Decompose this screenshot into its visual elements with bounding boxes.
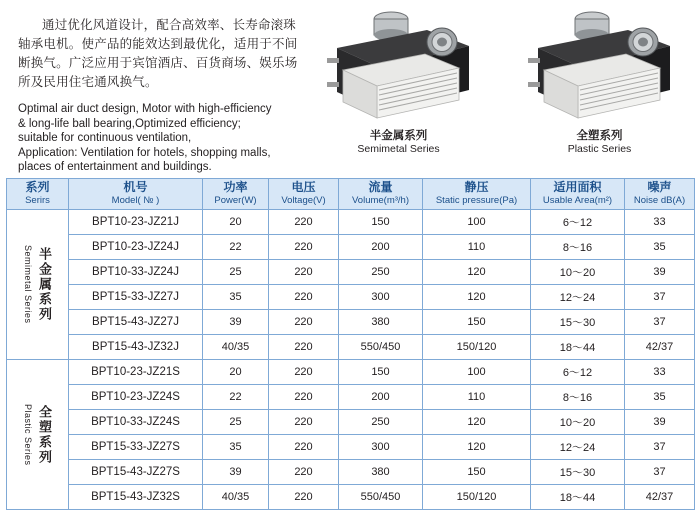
cell-power: 39 (203, 460, 269, 485)
cell-power: 25 (203, 260, 269, 285)
cell-pressure: 120 (423, 260, 531, 285)
description-english-line: places of entertainment and buildings. (18, 161, 212, 173)
description-english-line: Optimal air duct design, Motor with high-efficiency (18, 103, 272, 115)
cell-noise: 37 (625, 285, 695, 310)
header-series (7, 179, 69, 210)
cell-power: 35 (203, 435, 269, 460)
cell-area: 8～16 (531, 235, 625, 260)
cell-voltage: 220 (269, 485, 339, 510)
table-row (7, 310, 695, 335)
cell-pressure: 120 (423, 410, 531, 435)
description-english-line: & long-life ball bearing,Optimized efficiency; (18, 117, 241, 130)
cell-noise: 42/37 (625, 485, 695, 510)
header-voltage (269, 179, 339, 210)
semimetal-fan-svg (319, 8, 479, 128)
product-plastic (517, 8, 682, 178)
cell-pressure: 100 (423, 210, 531, 235)
top-section (0, 0, 700, 178)
header-volume-cn: 流量 (368, 180, 393, 194)
cell-area: 15～30 (531, 460, 625, 485)
header-noise-en: Noise dB(A) (633, 195, 686, 206)
header-volume (339, 179, 423, 210)
header-noise (625, 179, 695, 210)
cell-voltage: 220 (269, 335, 339, 360)
cell-volume: 300 (339, 285, 423, 310)
semimetal-caption (357, 130, 439, 156)
cell-model: BPT15-33-JZ27S (69, 435, 203, 460)
series-label-cn: 全塑系列 (37, 404, 52, 465)
cell-noise: 35 (625, 235, 695, 260)
cell-volume: 380 (339, 310, 423, 335)
cell-area: 6～12 (531, 210, 625, 235)
header-voltage-cn: 电压 (291, 180, 316, 194)
plastic-name-en: Plastic Series (567, 143, 632, 155)
cell-voltage: 220 (269, 260, 339, 285)
header-power (203, 179, 269, 210)
cell-pressure: 150 (423, 460, 531, 485)
cell-area: 18～44 (531, 335, 625, 360)
header-series-cn: 系列 (25, 180, 50, 194)
cell-power: 39 (203, 310, 269, 335)
plastic-caption (568, 130, 632, 156)
cell-area: 10～20 (531, 410, 625, 435)
cell-voltage: 220 (269, 360, 339, 385)
cell-volume: 150 (339, 360, 423, 385)
header-power-en: Power(W) (214, 195, 257, 206)
table-row (7, 285, 695, 310)
cell-volume: 250 (339, 410, 423, 435)
table-row (7, 485, 695, 510)
header-voltage-en: Voltage(V) (281, 195, 326, 206)
cell-model: BPT15-43-JZ32J (69, 335, 203, 360)
cell-volume: 550/450 (339, 485, 423, 510)
cell-voltage: 220 (269, 460, 339, 485)
table-row (7, 435, 695, 460)
cell-noise: 33 (625, 360, 695, 385)
spec-table-wrap (0, 178, 700, 510)
cell-pressure: 110 (423, 385, 531, 410)
description-english (18, 102, 306, 175)
header-pressure-cn: 静压 (464, 180, 489, 194)
semimetal-name-cn: 半金属系列 (369, 130, 428, 142)
cell-noise: 39 (625, 260, 695, 285)
cell-noise: 37 (625, 310, 695, 335)
cell-pressure: 120 (423, 435, 531, 460)
cell-pressure: 150/120 (423, 485, 531, 510)
product-images (306, 8, 694, 178)
header-volume-en: Volume(m³/h) (351, 195, 409, 206)
description-block (6, 8, 306, 178)
description-english-line: suitable for continuous ventilation, (18, 132, 192, 144)
cell-model: BPT15-33-JZ27J (69, 285, 203, 310)
cell-model: BPT10-33-JZ24S (69, 410, 203, 435)
table-row (7, 410, 695, 435)
cell-model: BPT15-43-JZ27J (69, 310, 203, 335)
cell-power: 20 (203, 360, 269, 385)
cell-noise: 37 (625, 460, 695, 485)
table-row (7, 210, 695, 235)
cell-model: BPT15-43-JZ32S (69, 485, 203, 510)
cell-power: 40/35 (203, 485, 269, 510)
cell-model: BPT10-23-JZ24S (69, 385, 203, 410)
cell-voltage: 220 (269, 210, 339, 235)
description-chinese: 通过优化风道设计，配合高效率、长寿命滚珠轴承电机。使产品的能效达到最优化，适用于不间断换气。广泛应用于宾馆酒店、百货商场、娱乐场所及民用住宅通风换气。 (18, 18, 298, 89)
header-pressure (423, 179, 531, 210)
cell-voltage: 220 (269, 235, 339, 260)
cell-voltage: 220 (269, 435, 339, 460)
header-model-en: Model( № ) (111, 195, 160, 206)
cell-voltage: 220 (269, 310, 339, 335)
series-label-cn: 半金属系列 (37, 247, 52, 322)
header-area (531, 179, 625, 210)
cell-model: BPT10-23-JZ24J (69, 235, 203, 260)
cell-model: BPT10-33-JZ24J (69, 260, 203, 285)
table-row (7, 335, 695, 360)
cell-volume: 200 (339, 385, 423, 410)
header-model-cn: 机号 (123, 180, 148, 194)
header-power-cn: 功率 (223, 180, 248, 194)
cell-area: 10～20 (531, 260, 625, 285)
product-semimetal (316, 8, 481, 178)
cell-area: 15～30 (531, 310, 625, 335)
cell-power: 22 (203, 385, 269, 410)
header-pressure-en: Static pressure(Pa) (435, 195, 518, 206)
series-cell-semimetal (7, 210, 69, 360)
cell-voltage: 220 (269, 285, 339, 310)
cell-model: BPT10-23-JZ21S (69, 360, 203, 385)
plastic-fan-svg (520, 8, 680, 128)
header-series-en: Serirs (25, 195, 50, 206)
cell-power: 35 (203, 285, 269, 310)
cell-area: 6～12 (531, 360, 625, 385)
cell-model: BPT10-23-JZ21J (69, 210, 203, 235)
table-row (7, 260, 695, 285)
semimetal-fan-illustration (319, 8, 479, 126)
cell-area: 12～24 (531, 435, 625, 460)
header-area-cn: 适用面积 (553, 180, 602, 194)
cell-volume: 300 (339, 435, 423, 460)
cell-volume: 200 (339, 235, 423, 260)
cell-area: 12～24 (531, 285, 625, 310)
cell-noise: 35 (625, 385, 695, 410)
table-row (7, 360, 695, 385)
plastic-name-cn: 全塑系列 (576, 130, 623, 142)
cell-power: 40/35 (203, 335, 269, 360)
cell-model: BPT15-43-JZ27S (69, 460, 203, 485)
cell-pressure: 110 (423, 235, 531, 260)
cell-voltage: 220 (269, 410, 339, 435)
cell-pressure: 120 (423, 285, 531, 310)
cell-area: 8～16 (531, 385, 625, 410)
cell-noise: 42/37 (625, 335, 695, 360)
cell-noise: 33 (625, 210, 695, 235)
description-english-line: Application: Ventilation for hotels, shopping malls, (18, 146, 271, 159)
cell-area: 18～44 (531, 485, 625, 510)
header-area-en: Usable Area(m²) (542, 195, 613, 206)
table-row (7, 385, 695, 410)
semimetal-name-en: Semimetal Series (357, 143, 440, 155)
cell-volume: 380 (339, 460, 423, 485)
table-row (7, 460, 695, 485)
cell-pressure: 150 (423, 310, 531, 335)
cell-power: 20 (203, 210, 269, 235)
cell-volume: 550/450 (339, 335, 423, 360)
cell-power: 25 (203, 410, 269, 435)
header-noise-cn: 噪声 (647, 180, 672, 194)
series-label-en: Plastic Series (23, 403, 33, 466)
series-label-en: Semimetal Series (23, 245, 33, 324)
plastic-fan-illustration (520, 8, 680, 126)
table-header-row (7, 179, 695, 210)
cell-pressure: 100 (423, 360, 531, 385)
header-model (69, 179, 203, 210)
cell-noise: 39 (625, 410, 695, 435)
specification-table (6, 178, 695, 510)
cell-volume: 150 (339, 210, 423, 235)
table-body (7, 210, 695, 510)
cell-voltage: 220 (269, 385, 339, 410)
cell-volume: 250 (339, 260, 423, 285)
table-row (7, 235, 695, 260)
series-cell-plastic (7, 360, 69, 510)
cell-power: 22 (203, 235, 269, 260)
cell-noise: 37 (625, 435, 695, 460)
cell-pressure: 150/120 (423, 335, 531, 360)
